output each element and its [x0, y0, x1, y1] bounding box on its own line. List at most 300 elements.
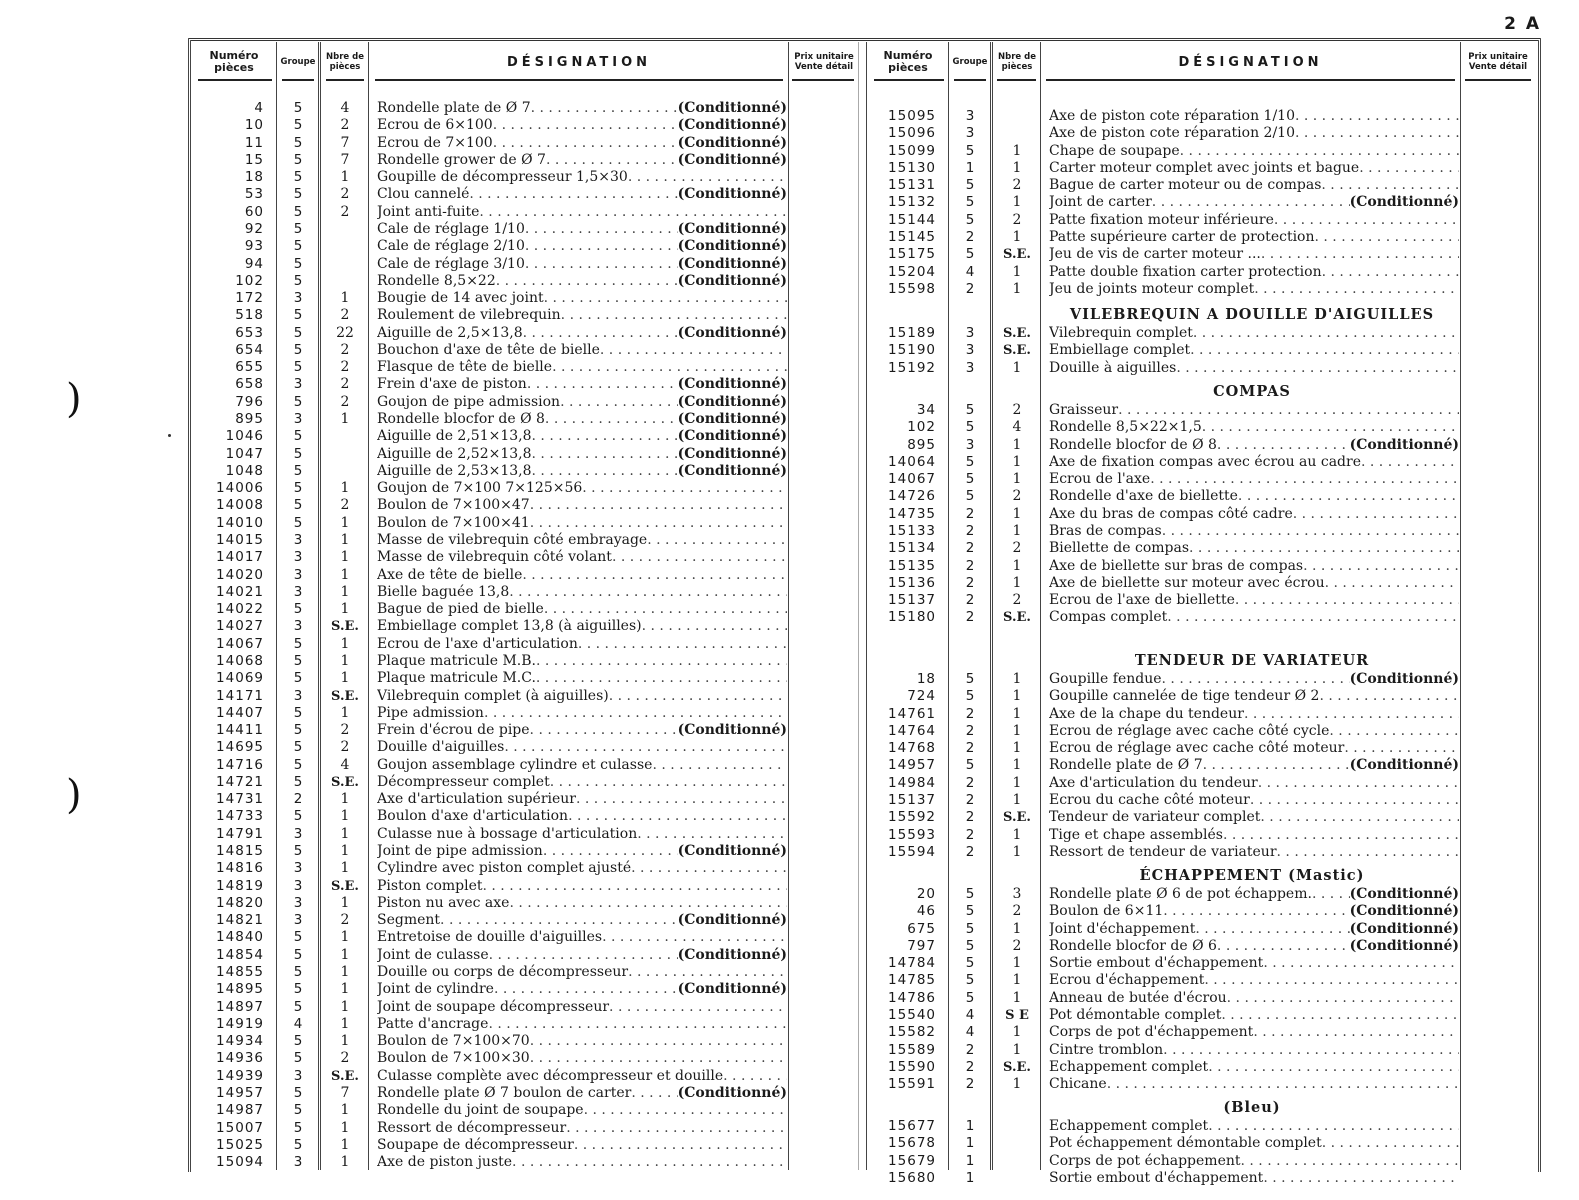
- leader-dots: [637, 826, 787, 843]
- part-designation: [377, 757, 787, 774]
- part-quantity: S.E.: [1003, 810, 1031, 826]
- leader-dots: [1254, 281, 1459, 298]
- leader-dots: [1261, 246, 1459, 263]
- designation-text: Goujon de 7×100 7×125×56: [377, 480, 583, 497]
- part-quantity: 1: [1012, 280, 1022, 297]
- leader-dots: [1162, 523, 1459, 540]
- part-quantity: 1: [1012, 722, 1022, 739]
- part-designation: [377, 688, 787, 705]
- part-number: 15130: [888, 159, 936, 176]
- part-number: 14815: [216, 843, 264, 860]
- conditionne-label: (Conditionné): [677, 445, 787, 462]
- header-designation: DÉSIGNATION: [1178, 54, 1323, 70]
- part-designation: [1049, 1059, 1459, 1076]
- part-designation: [1049, 1024, 1459, 1041]
- header-rule: [792, 79, 854, 81]
- leader-dots: [1150, 471, 1459, 488]
- designation-text: Tendeur de variateur complet: [1049, 809, 1261, 826]
- part-group: 5: [965, 246, 975, 263]
- part-quantity: 1: [1012, 436, 1022, 453]
- part-group: 5: [293, 307, 303, 324]
- part-quantity: 1: [1012, 826, 1022, 843]
- leader-dots: [1235, 592, 1459, 609]
- leader-dots: [1263, 1170, 1459, 1187]
- designation-text: Ecrou d'échappement: [1049, 972, 1205, 989]
- designation-text: Axe de tête de bielle: [377, 566, 523, 583]
- part-number: 14784: [888, 955, 936, 972]
- part-quantity: [322, 463, 368, 480]
- part-group: 3: [965, 108, 975, 124]
- designation-text: Boulon de 7×100×41: [377, 514, 530, 531]
- part-number: 14171: [216, 687, 264, 704]
- part-designation: [1049, 342, 1459, 359]
- leader-dots: [509, 584, 787, 601]
- part-group: 3: [293, 825, 303, 842]
- leader-dots: [532, 446, 678, 463]
- part-group: 3: [293, 1067, 303, 1084]
- part-quantity: 1: [340, 998, 350, 1015]
- part-quantity: [994, 108, 1040, 125]
- part-number: 15190: [888, 342, 936, 359]
- header-rule: [375, 79, 783, 81]
- part-designation: [1049, 688, 1459, 705]
- part-number: 15135: [888, 557, 936, 574]
- part-designation: [1049, 523, 1459, 540]
- part-number: 14819: [216, 877, 264, 894]
- part-group: 5: [965, 688, 975, 705]
- column-divider: [990, 42, 993, 1170]
- part-number: 14895: [216, 981, 264, 998]
- part-quantity: 2: [340, 1050, 350, 1067]
- part-group: 5: [293, 462, 303, 479]
- leader-dots: [550, 774, 787, 791]
- part-quantity: [322, 238, 368, 255]
- part-number: 15204: [888, 263, 936, 280]
- column-divider: [368, 42, 369, 1170]
- part-designation: [377, 515, 787, 532]
- designation-text: Rondelle grower de Ø 7: [377, 151, 546, 168]
- part-quantity: [994, 1170, 1040, 1187]
- designation-text: Goupille cannelée de tige tendeur Ø 2: [1049, 688, 1320, 705]
- part-group: 3: [965, 359, 975, 376]
- leader-dots: [1203, 757, 1350, 774]
- conditionne-label: (Conditionné): [677, 843, 787, 860]
- leader-dots: [1274, 212, 1459, 229]
- part-group: 5: [965, 920, 975, 937]
- part-quantity: 1: [1012, 228, 1022, 245]
- designation-text: Corps de pot d'échappement: [1049, 1024, 1254, 1041]
- designation-text: Patte double fixation carter protection: [1049, 263, 1322, 280]
- designation-text: Douille d'aiguilles: [377, 739, 505, 756]
- part-number: 1046: [225, 428, 264, 445]
- designation-text: Rondelle plate Ø 6 de pot échappem.: [1049, 886, 1312, 902]
- part-quantity: 1: [340, 1015, 350, 1032]
- part-quantity: 2: [1012, 540, 1022, 557]
- part-group: 5: [293, 255, 303, 272]
- section-title: VILEBREQUIN A DOUILLE D'AIGUILLES: [1069, 306, 1435, 323]
- part-quantity: S.E.: [1003, 1059, 1031, 1075]
- part-quantity: 1: [1012, 955, 1022, 972]
- part-quantity: 2: [1012, 177, 1022, 194]
- part-quantity: 3: [1012, 886, 1022, 902]
- part-designation: [377, 273, 787, 290]
- part-number: 15590: [888, 1058, 936, 1075]
- part-number: 1047: [225, 445, 264, 462]
- part-designation: [1049, 246, 1459, 263]
- part-group: 3: [293, 549, 303, 566]
- part-group: 4: [293, 1015, 303, 1032]
- part-quantity: S.E.: [1003, 247, 1031, 263]
- part-group: 3: [293, 877, 303, 894]
- part-designation: [377, 325, 787, 342]
- page-number: 2 A: [1504, 14, 1541, 34]
- part-designation: [1049, 990, 1459, 1007]
- part-number: 14855: [216, 964, 264, 980]
- part-number: 14067: [216, 635, 264, 652]
- leader-dots: [1180, 143, 1459, 160]
- part-designation: [1049, 1170, 1459, 1187]
- part-designation: [1049, 757, 1459, 774]
- part-group: 3: [293, 376, 303, 393]
- part-number: 15137: [888, 592, 936, 609]
- part-group: 3: [293, 860, 303, 877]
- part-designation: [377, 428, 787, 445]
- part-number: 14854: [216, 946, 264, 963]
- part-designation: [1049, 360, 1459, 377]
- part-designation: [1049, 955, 1459, 972]
- column-divider: [1040, 42, 1041, 1170]
- leader-dots: [530, 515, 787, 532]
- leader-dots: [488, 1016, 787, 1033]
- conditionne-label: (Conditionné): [677, 946, 787, 963]
- part-quantity: S.E.: [1003, 343, 1031, 359]
- part-designation: [1049, 402, 1459, 419]
- part-quantity: 1: [340, 808, 350, 825]
- leader-dots: [1162, 671, 1350, 688]
- part-number: 14726: [888, 488, 936, 505]
- part-designation: [377, 307, 787, 324]
- part-number: 14840: [216, 929, 264, 946]
- part-number: 15582: [888, 1024, 936, 1041]
- part-group: 5: [293, 341, 303, 358]
- designation-text: Sortie embout d'échappement: [1049, 1169, 1264, 1186]
- designation-text: Pipe admission: [377, 704, 484, 721]
- designation-text: Bague de carter moteur ou de compas: [1049, 177, 1322, 194]
- part-number: 14067: [888, 471, 936, 488]
- leader-dots: [1217, 938, 1350, 955]
- designation-text: Masse de vilebrequin côté volant: [377, 549, 612, 566]
- section-title: COMPAS: [1213, 383, 1291, 400]
- designation-text: Plaque matricule M.B.: [377, 652, 536, 669]
- designation-text: Entretoise de douille d'aiguilles: [377, 929, 603, 946]
- designation-text: Joint de pipe admission: [377, 843, 543, 860]
- part-group: 3: [965, 125, 975, 142]
- part-quantity: [322, 256, 368, 273]
- part-quantity: 1: [1012, 505, 1022, 522]
- part-quantity: S E: [1005, 1007, 1029, 1023]
- designation-text: Masse de vilebrequin côté embrayage: [377, 532, 648, 548]
- leader-dots: [1163, 1042, 1459, 1059]
- part-quantity: 1: [340, 635, 350, 652]
- part-group: 5: [293, 100, 303, 116]
- part-group: 5: [293, 1136, 303, 1153]
- designation-text: Ecrou de l'axe de biellette: [1049, 592, 1235, 609]
- part-quantity: 1: [1012, 159, 1022, 176]
- part-designation: [377, 739, 787, 756]
- part-designation: [1049, 437, 1459, 454]
- header-prix: Prix unitaire Vente détail: [1468, 52, 1528, 72]
- designation-text: Jeu de vis de carter moteur ...: [1049, 246, 1261, 263]
- part-group: 5: [293, 652, 303, 669]
- part-number: 15589: [888, 1041, 936, 1058]
- part-group: 5: [965, 419, 975, 436]
- designation-text: Joint de soupape décompresseur: [377, 998, 610, 1015]
- part-group: 3: [293, 894, 303, 911]
- part-designation: [377, 152, 787, 169]
- header-groupe: Groupe: [952, 57, 988, 67]
- part-quantity: 1: [340, 825, 350, 842]
- part-quantity: 2: [1012, 903, 1022, 920]
- conditionne-label: (Conditionné): [677, 324, 787, 341]
- part-designation: [377, 601, 787, 618]
- part-number: 14021: [216, 583, 264, 600]
- designation-text: Goupille de décompresseur 1,5×30: [377, 169, 628, 186]
- part-number: 15131: [888, 177, 936, 194]
- leader-dots: [1152, 194, 1350, 211]
- conditionne-label: (Conditionné): [1349, 886, 1459, 902]
- part-quantity: S.E.: [331, 619, 359, 635]
- conditionne-label: (Conditionné): [1349, 920, 1459, 937]
- conditionne-label: (Conditionné): [677, 1084, 787, 1101]
- part-designation: [377, 843, 787, 860]
- designation-text: Bouchon d'axe de tête de bielle: [377, 341, 600, 358]
- part-designation: [377, 1050, 787, 1067]
- leader-dots: [1204, 972, 1459, 989]
- leader-dots: [576, 791, 787, 808]
- designation-text: Roulement de vilebrequin: [377, 307, 561, 324]
- part-designation: [1049, 488, 1459, 505]
- designation-text: Anneau de butée d'écrou: [1049, 989, 1227, 1006]
- part-number: 15134: [888, 540, 936, 557]
- leader-dots: [1227, 990, 1459, 1007]
- part-number: 172: [235, 290, 264, 307]
- part-quantity: 2: [340, 186, 350, 203]
- part-group: 5: [293, 843, 303, 860]
- part-number: 654: [235, 341, 264, 358]
- header-rule: [1046, 79, 1455, 81]
- designation-text: Piston complet: [377, 877, 483, 894]
- part-group: 2: [293, 791, 303, 808]
- part-quantity: S.E.: [331, 878, 359, 894]
- designation-text: Bras de compas: [1049, 522, 1162, 539]
- leader-dots: [543, 843, 678, 860]
- part-designation: [377, 1068, 787, 1085]
- part-number: 15678: [888, 1135, 936, 1152]
- leader-dots: [1321, 177, 1459, 194]
- part-group: 4: [965, 1006, 975, 1023]
- part-group: 5: [965, 955, 975, 972]
- part-group: 5: [293, 981, 303, 998]
- header-numero: Numéro pièces: [883, 49, 933, 74]
- part-quantity: S.E.: [331, 1068, 359, 1084]
- part-number: 11: [244, 134, 264, 151]
- speck: [168, 434, 171, 437]
- part-quantity: 1: [1012, 522, 1022, 539]
- part-quantity: 1: [1012, 688, 1022, 705]
- part-quantity: 1: [1012, 740, 1022, 757]
- part-group: 2: [965, 1041, 975, 1058]
- designation-text: Rondelle 8,5×22: [377, 272, 496, 289]
- conditionne-label: (Conditionné): [677, 100, 787, 116]
- binding-hole-mark: ): [66, 376, 82, 422]
- part-number: 14785: [888, 972, 936, 989]
- part-group: 1: [965, 159, 975, 176]
- part-designation: [1049, 592, 1459, 609]
- part-group: 5: [293, 480, 303, 497]
- designation-text: Ecrou de 7×100: [377, 134, 493, 151]
- part-quantity: 1: [340, 1136, 350, 1153]
- part-quantity: 1: [1012, 1076, 1022, 1093]
- part-number: 15680: [888, 1169, 936, 1186]
- part-designation: [377, 135, 787, 152]
- leader-dots: [509, 895, 787, 912]
- leader-dots: [1241, 1153, 1460, 1170]
- part-number: 796: [235, 393, 264, 410]
- part-designation: [1049, 809, 1459, 826]
- part-designation: [377, 186, 787, 203]
- part-designation: [1049, 558, 1459, 575]
- part-group: 5: [965, 757, 975, 774]
- designation-text: Bague de pied de bielle: [377, 601, 544, 618]
- part-group: 5: [965, 142, 975, 159]
- header-rule: [874, 79, 944, 81]
- part-number: 15679: [888, 1152, 936, 1169]
- part-designation: [377, 204, 787, 221]
- part-quantity: 1: [1012, 757, 1022, 774]
- conditionne-label: (Conditionné): [677, 376, 787, 393]
- leader-dots: [440, 912, 678, 929]
- part-group: 5: [965, 886, 975, 902]
- designation-text: Rondelle plate de Ø 7: [377, 100, 531, 116]
- designation-text: Jeu de joints moteur complet: [1049, 280, 1255, 297]
- part-number: 655: [235, 359, 264, 376]
- header-prix: Prix unitaire Vente détail: [794, 52, 854, 72]
- leader-dots: [628, 169, 787, 186]
- part-group: 2: [965, 740, 975, 757]
- leader-dots: [1202, 419, 1459, 436]
- designation-text: Echappement complet: [1049, 1118, 1209, 1134]
- leader-dots: [652, 757, 787, 774]
- part-designation: [1049, 972, 1459, 989]
- part-quantity: 1: [340, 1102, 350, 1119]
- part-designation: [377, 532, 787, 549]
- part-designation: [377, 567, 787, 584]
- designation-text: Axe de fixation compas avec écrou au cadre: [1049, 453, 1361, 470]
- leader-dots: [530, 497, 787, 514]
- leader-dots: [574, 1137, 787, 1154]
- part-number: 14816: [216, 860, 264, 877]
- part-number: 15189: [888, 325, 936, 341]
- designation-text: Vilebrequin complet: [1049, 325, 1193, 341]
- leader-dots: [532, 428, 678, 445]
- header-numero: Numéro pièces: [209, 49, 259, 74]
- part-designation: [377, 446, 787, 463]
- part-group: 5: [293, 359, 303, 376]
- part-quantity: 1: [340, 549, 350, 566]
- part-designation: [377, 670, 787, 687]
- part-group: 5: [293, 998, 303, 1015]
- part-designation: [377, 394, 787, 411]
- part-group: 5: [293, 1084, 303, 1101]
- part-designation: [1049, 506, 1459, 523]
- part-group: 3: [293, 687, 303, 704]
- designation-text: Soupape de décompresseur: [377, 1136, 574, 1153]
- part-quantity: 1: [340, 583, 350, 600]
- leader-dots: [600, 342, 787, 359]
- part-number: 14939: [216, 1067, 264, 1084]
- part-group: 5: [293, 151, 303, 168]
- leader-dots: [1221, 1007, 1459, 1024]
- part-number: 94: [244, 255, 264, 272]
- part-group: 3: [293, 583, 303, 600]
- part-quantity: 2: [340, 722, 350, 739]
- part-designation: [377, 774, 787, 791]
- leader-dots: [484, 705, 787, 722]
- leader-dots: [723, 1068, 787, 1085]
- leader-dots: [1163, 903, 1349, 920]
- leader-dots: [631, 860, 787, 877]
- part-quantity: [322, 221, 368, 238]
- leader-dots: [1329, 723, 1459, 740]
- part-quantity: S.E.: [331, 774, 359, 790]
- part-number: 15099: [888, 142, 936, 159]
- part-designation: [377, 100, 787, 117]
- part-quantity: 1: [340, 1154, 350, 1171]
- part-number: 14010: [216, 514, 264, 531]
- designation-text: Joint anti-fuite: [377, 203, 480, 220]
- designation-text: Cale de réglage 2/10: [377, 238, 525, 255]
- part-quantity: 1: [1012, 705, 1022, 722]
- leader-dots: [1223, 827, 1459, 844]
- part-quantity: [994, 1135, 1040, 1152]
- part-number: 14020: [216, 566, 264, 583]
- designation-text: Chape de soupape: [1049, 142, 1180, 159]
- designation-text: Joint de cylindre: [377, 981, 494, 998]
- part-group: 5: [293, 203, 303, 220]
- leader-dots: [546, 152, 678, 169]
- leader-dots: [536, 653, 787, 670]
- part-quantity: [994, 125, 1040, 142]
- header-rule: [954, 79, 986, 81]
- part-quantity: 1: [340, 791, 350, 808]
- part-group: 5: [293, 169, 303, 186]
- conditionne-label: (Conditionné): [1349, 757, 1459, 774]
- part-quantity: 1: [340, 670, 350, 687]
- leader-dots: [609, 688, 787, 705]
- leader-dots: [566, 1120, 787, 1137]
- part-designation: [377, 826, 787, 843]
- designation-text: Ecrou de l'axe: [1049, 471, 1151, 488]
- part-group: 2: [965, 705, 975, 722]
- designation-text: Rondelle blocfor de Ø 8: [377, 411, 545, 428]
- designation-text: Aiguille de 2,52×13,8: [377, 445, 532, 462]
- part-group: 5: [293, 186, 303, 203]
- part-number: 20: [916, 886, 936, 902]
- designation-text: Vilebrequin complet (à aiguilles): [377, 687, 609, 704]
- part-number: 15175: [888, 246, 936, 263]
- part-group: 2: [965, 791, 975, 808]
- part-group: 4: [965, 263, 975, 280]
